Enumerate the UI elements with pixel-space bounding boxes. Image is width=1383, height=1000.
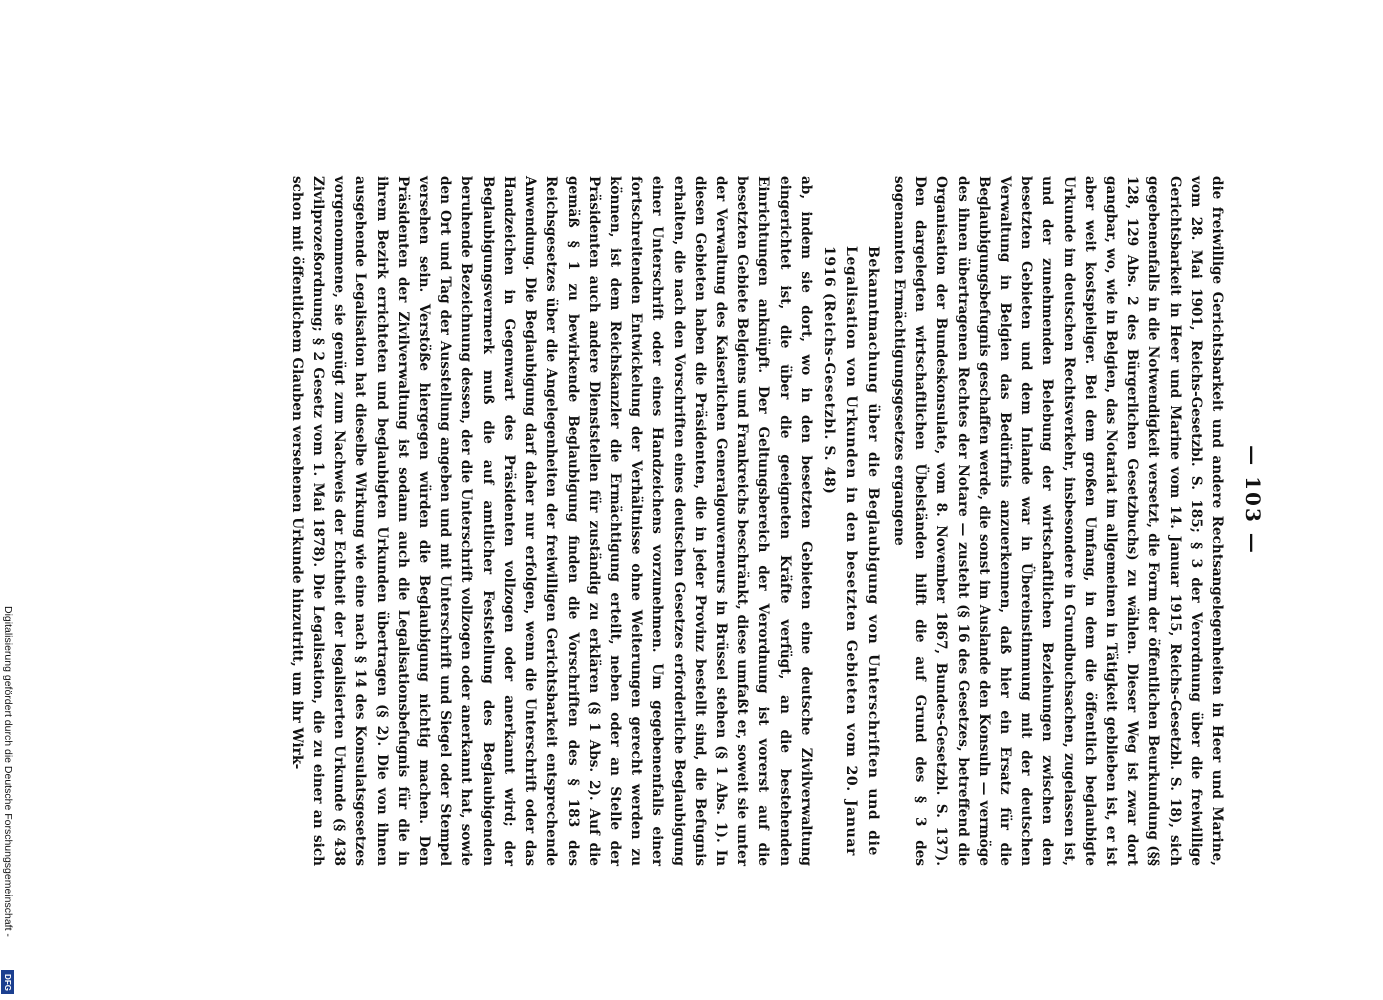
dfg-logo-icon (1, 970, 14, 994)
paragraph-2: ab, indem sie dort, wo in den besetzten Gebieten eine deutsche Zivilverwaltung eingerichtet ist, die über die geeigneten Kräfte verfügt, an die bestehenden Einrichtungen anknüpft. Der Geltungsbereich der Verordnung ist vorerst auf die besetzten Gebiete Belgiens und Frankreichs beschränkt, diese umfaßt er, soweit sie unter der Verwaltung des Kaiserlichen Generalgouverneurs in Brüssel stehen (§ 1 Abs. 1). In diesen Gebieten haben die Präsidenten, die in jeder Provinz bestellt sind, die Befugnis erhalten, die nach den Vorschriften eines deutschen Gesetzes erforderliche Beglaubigung einer Unterschrift oder eines Handzeichens vorzunehmen. Um gegebenenfalls einer fortschreitenden Entwickelung der Verhältnisse ohne Weiterungen gerecht werden zu können, ist dem Reichskanzler die Ermächtigung erteilt, neben oder an Stelle der Präsidenten auch andere Dienststellen für zuständig zu erklären (§ 1 Abs. 2). Auf die gemäß § 1 zu bewirkende Beglaubigung finden die Vorschriften des § 183 des Reichsgesetzes über die Angelegenheiten der freiwilligen Gerichtsbarkeit entsprechende Anwendung. Die Beglaubigung darf daher nur erfolgen, wenn die Unterschrift oder das Handzeichen in Gegenwart des Präsidenten vollzogen oder anerkannt wird; der Beglaubigungsvermerk muß die auf amtlicher Feststellung des Beglaubigenden beruhende Bezeichnung dessen, der die Unterschrift vollzogen oder anerkannt hat, sowie den Ort und Tag der Ausstellung angeben und mit Unterschrift und Siegel oder Stempel versehen sein. Verstöße hiergegen würden die Beglaubigung nichtig machen. Den Präsidenten der Zivilverwaltung ist sodann auch die Legalisationsbefugnis für die in ihrem Bezirk errichteten und beglaubigten Urkunden übertragen (§ 2). Die von ihnen ausgehende Legalisation hat dieselbe Wirkung wie eine nach § 14 des Konsulatsgesetzes vorgenommene, sie genügt zum Nachweis der Echtheit der legalisierten Urkunde (§ 438 Zivilprozeßordnung; § 2 Gesetz vom 1. Mai 1878). Die Legalisation, die zu einer an sich schon mit öffentlichem Glauben versehenen Urkunde hinzutritt, um ihr Wirk- (288, 176, 814, 866)
dfg-logo-text: DFG (3, 973, 13, 991)
page-number: — 103 — (1241, 445, 1265, 555)
digitization-note (2, 606, 18, 996)
paragraph-1: die freiwillige Gerichtsbarkeit und andere Rechtsangelegenheiten in Heer und Marine, vom 28. Mai 1901, Reichs-Gesetzbl. S. 185; § 3 der Verordnung über die freiwillige Gerichtsbarkeit in Heer und Marine vom 14. Januar 1915, Reichs-Gesetzbl. S. 18), sich gegebenenfalls in die Notwendigkeit versetzt, die Form der öffentlichen Beurkundung (§§ 128, 129 Abs. 2 des Bürgerlichen Gesetzbuchs) zu wählen. Dieser Weg ist zwar dort gangbar, wo, wie in Belgien, das Notariat im allgemeinen in Tätigkeit geblieben ist, er ist aber weit kostspieliger. Bei dem großen Umfang, in dem die öffentlich beglaubigte Urkunde im deutschen Rechtsverkehr, insbesondere in Grundbuchsachen, zugelassen ist, und der zunehmenden Belebung der wirtschaftlichen Beziehungen zwischen den besetzten Gebieten und dem Inlande war in Übereinstimmung mit der deutschen Verwaltung in Belgien das Bedürfnis anzuerkennen, daß hier ein Ersatz für die Beglaubigungsbefugnis geschaffen werde, die sonst im Auslande den Konsuln — vermöge des ihnen übertragenen Rechtes der Notare — zusteht (§ 16 des Gesetzes, betreffend die Organisation der Bundeskonsulate, vom 8. November 1867, Bundes-Gesetzbl. S. 137). Den dargelegten wirtschaftlichen Übelständen hilft die auf Grund des § 3 des sogenannten Ermächtigungsgesetzes ergangene (890, 176, 1225, 866)
section-heading: Bekanntmachung über die Beglaubigung von Unterschriften und die Legalisation von Urkunden in den besetzten Gebieten vom 20. Januar 1916 (Reichs-Gesetzbl. S. 48) (820, 246, 881, 856)
page-body (286, 176, 1227, 866)
digitization-note-text: Digitalisierung gefördert durch die Deutsche Forschungsgemeinschaft - (2, 606, 14, 937)
